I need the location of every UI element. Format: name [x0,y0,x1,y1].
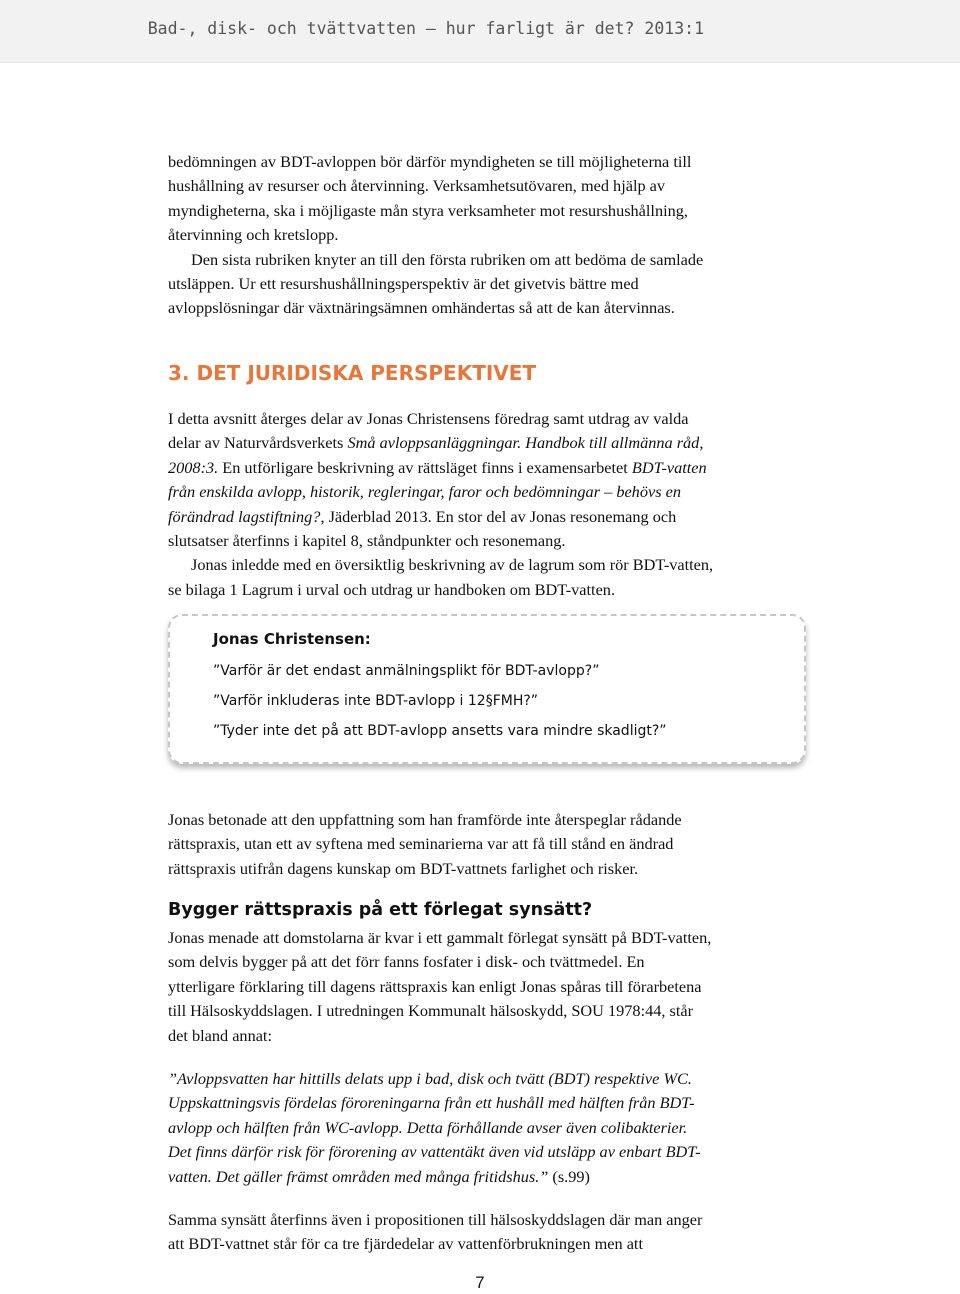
intro-paragraph [168,150,808,321]
section-heading: 3. DET JURIDISKA PERSPEKTIVET [168,361,537,385]
callout-quote: ”Tyder inte det på att BDT-avlopp ansetts vara mindre skadligt?” [213,723,667,739]
text-line: myndigheterna, ska i möjligaste mån styra verksamheter mot resurshushållning, [168,200,688,220]
text-line: bedömningen av BDT-avloppen bör därför myndigheten se till möjligheterna till [168,152,692,171]
reference-title: 2008:3. [168,457,219,477]
text-line: rättspraxis utifrån dagens kunskap om BDT-vattnets farlighet och risker. [168,858,639,878]
text-line: En utförligare beskrivning av rättsläget finns i examensarbetet [218,457,632,477]
quote-line: Uppskattningsvis fördelas föroreningarna från ett hushåll med hälften från BDT- [168,1093,695,1113]
text-line: avloppslösningar där växtnäringsämnen omhändertas så att de kan återvinnas. [168,298,675,318]
reference-title: Små avloppsanläggningar. Handbok till allmänna råd, [347,433,704,453]
block-quote [168,1067,808,1189]
text-line: Jonas inledde med en översiktlig beskrivning av de lagrum som rör BDT-vatten, [191,555,714,575]
text-line: till Hälsoskyddslagen. I utredningen Kommunalt hälsoskydd, SOU 1978:44, står [168,1001,694,1021]
text-line: som delvis bygger på att det förr fanns fosfater i disk- och tvättmedel. En [168,952,645,972]
text-line: rättspraxis, utan ett av syftena med seminarierna var att få till stånd en ändrad [168,834,674,854]
callout-quote: ”Varför inkluderas inte BDT-avlopp i 12§FMH?” [213,693,539,709]
text-line: återvinning och kretslopp. [168,225,339,245]
quote-line: avlopp och hälften från WC-avlopp. Detta förhållande avser även colibakterier. [168,1117,688,1137]
text-line: , Jäderblad 2013. En stor del av Jonas resonemang och [320,506,677,526]
text-line: slutsatser återfinns i kapitel 8, ståndpunkter och resonemang. [168,531,566,551]
quote-reference: (s.99) [552,1166,590,1186]
quote-line: vatten. Det gäller främst områden med många fritidshus.” [168,1166,553,1186]
text-line: Jonas menade att domstolarna är kvar i ett gammalt förlegat synsätt på BDT-vatten, [168,928,712,947]
quote-line: Det finns därför risk för förorening av vattentäkt även vid utsläpp av enbart BDT- [168,1142,701,1162]
text-line: att BDT-vattnet står för ca tre fjärdedelar av vattenförbrukningen men att [168,1234,643,1254]
text-line: Jonas betonade att den uppfattning som han framförde inte återspeglar rådande [168,810,682,829]
after-callout-paragraph [168,808,808,881]
page-header [0,0,960,63]
text-line: hushållning av resurser och återvinning. Verksamhetsutövaren, med hjälp av [168,176,666,196]
text-line: Den sista rubriken knyter an till den första rubriken om att bedöma de samlade [191,249,704,269]
text-line: se bilaga 1 Lagrum i urval och utdrag ur handboken om BDT-vatten. [168,579,616,599]
page-number: 7 [475,1274,485,1292]
callout-quote: ”Varför är det endast anmälningsplikt för BDT-avlopp?” [213,663,600,679]
text-line: utsläppen. Ur ett resurshushållningsperspektiv är det givetvis bättre med [168,274,639,294]
text-line: Samma synsätt återfinns även i propositionen till hälsoskyddslagen där man anger [168,1210,703,1229]
thesis-title: från enskilda avlopp, historik, regleringar, faror och bedömningar – behövs en [168,482,681,502]
closing-paragraph [168,1208,808,1257]
text-line: ytterligare förklaring till dagens rättspraxis kan enligt Jonas spåras till förarbetena [168,976,702,996]
quote-line: ”Avloppsvatten har hittills delats upp i bad, disk och tvätt (BDT) respektive WC. [168,1069,692,1088]
quote-callout-box [168,614,806,764]
thesis-title: BDT-vatten [631,457,707,477]
thesis-title: förändrad lagstiftning? [168,506,321,526]
callout-title: Jonas Christensen: [213,630,371,648]
subsection-paragraph [168,926,808,1048]
section-paragraph [168,407,808,602]
subsection-heading: Bygger rättspraxis på ett förlegat synsätt? [168,900,593,920]
text-line: I detta avsnitt återges delar av Jonas Christensens föredrag samt utdrag av valda [168,409,689,428]
text-line: delar av Naturvårdsverkets [168,433,348,453]
document-title: Bad-, disk- och tvättvatten – hur farligt är det? 2013:1 [147,19,704,38]
text-line: det bland annat: [168,1025,272,1045]
